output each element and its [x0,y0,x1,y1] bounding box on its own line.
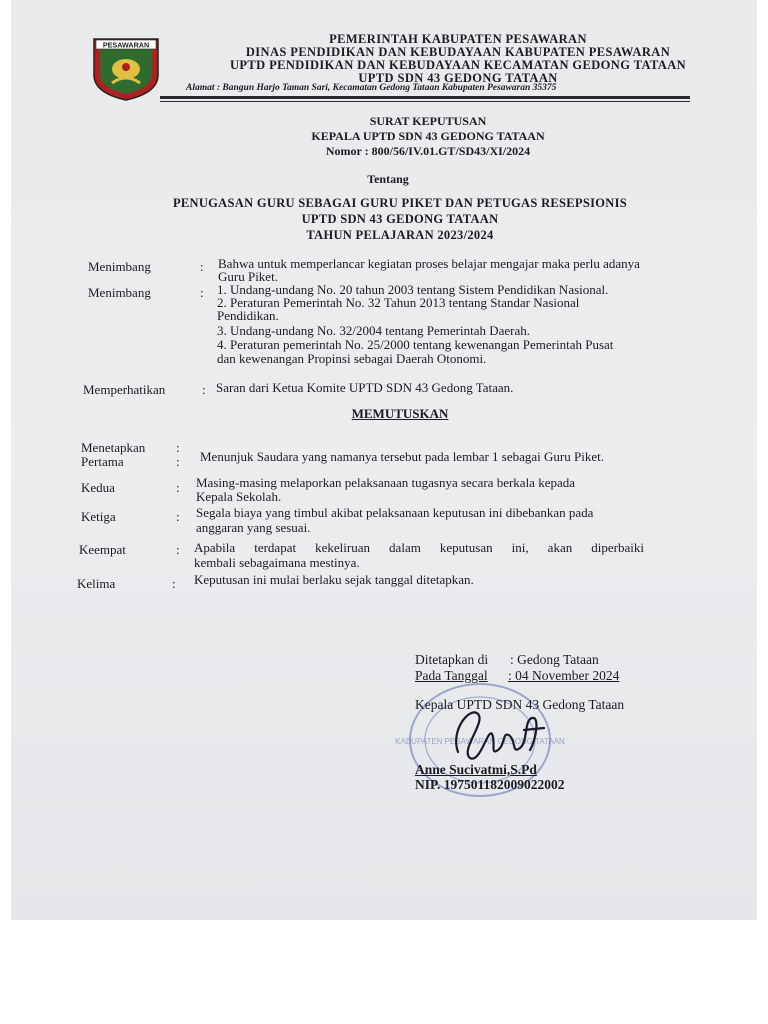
colon: : [200,259,204,274]
law-item-4a: 4. Peraturan pemerintah No. 25/2000 tentang kewenangan Pemerintah Pusat [217,337,614,352]
pesawaran-logo [92,37,160,101]
logo-text: PESAWARAN [102,40,150,50]
letterhead-line4: UPTD SDN 43 GEDONG TATAAN [358,71,558,85]
ketiga-text-a: Segala biaya yang timbul akibat pelaksanaan keputusan ini dibebankan pada [196,505,594,520]
doc-title: SURAT KEPUTUSAN [369,114,487,128]
law-item-2b: Pendidikan. [217,308,279,323]
keempat-text-b: kembali sebagaimana mestinya. [194,555,360,570]
memperhatikan-label: Memperhatikan [83,382,166,397]
colon: : [202,382,206,397]
handwritten-signature [440,700,550,770]
menimbang-text-a: Bahwa untuk memperlancar kegiatan proses belajar mengajar maka perlu adanya [218,256,640,271]
signatory-name: Anne Sucivatmi,S.Pd [415,762,537,777]
menetapkan-label: Menetapkan [81,440,146,455]
subject-line3: TAHUN PELAJARAN 2023/2024 [306,228,494,242]
memutuskan-heading: MEMUTUSKAN [351,406,449,421]
keempat-text-a: Apabila terdapat kekeliruan dalam keputusan ini, akan diperbaiki [194,540,644,555]
menimbang-text-b: Guru Piket. [218,269,278,284]
colon: : [176,454,180,469]
mengingat-label: Menimbang [88,285,151,300]
ketiga-label: Ketiga [81,509,116,524]
menimbang-label: Menimbang [88,259,151,274]
letterhead-line3: UPTD PENDIDIKAN DAN KEBUDAYAAN KECAMATAN GEDONG TATAAN [229,58,687,72]
keempat-label: Keempat [79,542,126,557]
colon: : [176,440,180,455]
law-item-3: 3. Undang-undang No. 32/2004 tentang Pemerintah Daerah. [217,323,531,338]
letterhead-rule-thin [160,101,690,102]
ditetapkan-label: Ditetapkan di [415,652,489,667]
memperhatikan-text: Saran dari Ketua Komite UPTD SDN 43 Gedong Tataan. [216,380,514,395]
ketiga-text-b: anggaran yang sesuai. [196,520,311,535]
subject-line2: UPTD SDN 43 GEDONG TATAAN [301,212,499,226]
ditetapkan-value: : Gedong Tataan [510,652,599,667]
tanggal-label: Pada Tanggal [415,668,488,683]
pertama-text: Menunjuk Saudara yang namanya tersebut pada lembar 1 sebagai Guru Piket. [200,449,604,464]
letterhead-rule-thick [160,96,690,99]
colon: : [176,542,180,557]
kelima-text: Keputusan ini mulai berlaku sejak tanggal ditetapkan. [194,572,474,587]
colon: : [176,480,180,495]
stamp-text: KABUPATEN PESAWARAN GEDONG TATAAN [395,737,565,746]
subject-line1: PENUGASAN GURU SEBAGAI GURU PIKET DAN PETUGAS RESEPSIONIS [172,196,628,210]
kelima-label: Kelima [77,576,116,591]
doc-number: Nomor : 800/56/IV.01.GT/SD43/XI/2024 [325,144,531,158]
colon: : [176,509,180,524]
law-item-1: 1. Undang-undang No. 20 tahun 2003 tentang Sistem Pendidikan Nasional. [217,282,609,297]
letterhead-line1: PEMERINTAH KABUPATEN PESAWARAN [329,32,587,46]
kedua-text-a: Masing-masing melaporkan pelaksanaan tugasnya secara berkala kepada [196,475,576,490]
law-item-2a: 2. Peraturan Pemerintah No. 32 Tahun 2013 tentang Standar Nasional [217,295,580,310]
doc-subtitle: KEPALA UPTD SDN 43 GEDONG TATAAN [311,129,545,143]
letterhead-line2: DINAS PENDIDIKAN DAN KEBUDAYAAN KABUPATEN PESAWARAN [245,45,671,59]
signatory-nip: NIP. 197501182009022002 [415,777,565,792]
tanggal-value: : 04 November 2024 [508,668,620,683]
law-item-4b: dan kewenangan Propinsi sebagai Daerah Otonomi. [217,351,487,366]
signatory-position: Kepala UPTD SDN 43 Gedong Tataan [415,697,625,712]
kedua-label: Kedua [81,480,115,495]
kedua-text-b: Kepala Sekolah. [196,489,282,504]
tentang-label: Tentang [367,172,409,186]
colon: : [172,576,176,591]
pertama-label: Pertama [81,454,124,469]
letterhead-address: Alamat : Bangun Harjo Taman Sari, Kecamatan Gedong Tataan Kabupaten Pesawaran 35375 [186,83,557,93]
colon: : [200,285,204,300]
